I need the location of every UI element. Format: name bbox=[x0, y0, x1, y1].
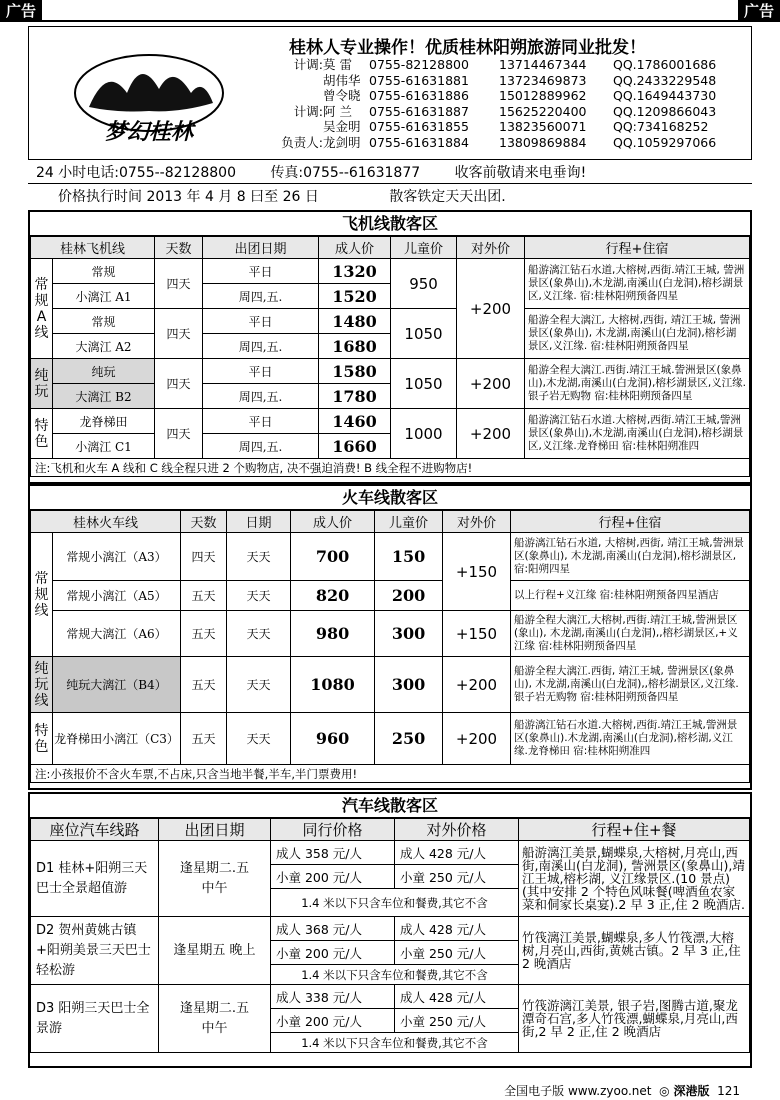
flight-note: 注:飞机和火车 A 线和 C 线全程只进 2 个购物店, 决不强迫消费! B 线全程不进购物店! bbox=[31, 459, 750, 477]
train-adult-price: 960 bbox=[291, 713, 375, 765]
flight-col-header: 对外价 bbox=[457, 237, 525, 259]
train-date: 天天 bbox=[227, 533, 291, 581]
flight-col-header: 出团日期 bbox=[203, 237, 319, 259]
contact-tel: 0755-61631881 bbox=[369, 72, 469, 88]
adult-price-weekday: 1480 bbox=[319, 309, 391, 334]
contact-name: 莫 雷 bbox=[323, 57, 352, 72]
bus-row bbox=[31, 841, 750, 865]
adult-price-weekend: 1660 bbox=[319, 434, 391, 459]
itinerary-desc: 船游全程大漓江, 大榕树,西街, 靖江王城, 訾洲景区(象鼻山), 木龙湖,南溪山(白龙洞),榕杉湖景区,义江缘. 宿:桂林阳朔预备四星 bbox=[525, 309, 750, 359]
train-itinerary-desc: 船游全程大漓江,大榕树,西街.靖江王城,訾洲景区(象山), 木龙湖,南溪山(白龙洞),,榕杉湖景区,+义江缘 宿:桂林阳朔预备四星 bbox=[511, 611, 750, 657]
flight-col-header: 天数 bbox=[155, 237, 203, 259]
flight-col-header: 桂林飞机线 bbox=[31, 237, 155, 259]
flight-row bbox=[31, 409, 750, 434]
train-adult-price: 700 bbox=[291, 533, 375, 581]
train-note: 注:小孩报价不含火车票,不占床,只含当地半餐,半车,半门票费用! bbox=[31, 765, 750, 783]
bus-child-note: 1.4 米以下只含车位和餐费,其它不含 bbox=[271, 965, 519, 985]
train-col-header: 儿童价 bbox=[375, 511, 443, 533]
train-table bbox=[30, 510, 750, 783]
train-group-label: 纯玩线 bbox=[31, 657, 53, 713]
bus-col-header: 同行价格 bbox=[271, 819, 395, 841]
weekday-label: 平日 bbox=[203, 309, 319, 334]
train-itinerary-desc: 船游全程大漓江.西街, 靖江王城, 訾洲景区(象鼻山), 木龙湖,南溪山(白龙洞),,榕杉湖景区,义江缘.银子岩无购物 宿:桂林阳朔预备四星 bbox=[511, 657, 750, 713]
page-number: 121 bbox=[717, 1084, 740, 1098]
train-days: 五天 bbox=[181, 611, 227, 657]
bus-itinerary-desc: 竹筏游漓江美景, 银子岩,图腾古道,聚龙潭奇石宫,多人竹筏漂,蝴蝶泉,月亮山,西街,2 早 2 正,住 2 晚酒店 bbox=[519, 985, 750, 1053]
route-days: 四天 bbox=[155, 309, 203, 359]
child-price: 950 bbox=[391, 259, 457, 309]
train-col-header: 成人价 bbox=[291, 511, 375, 533]
bus-child-trade: 小童 200 元/人 bbox=[271, 865, 395, 889]
train-col-header: 天数 bbox=[181, 511, 227, 533]
route-name-main: 龙脊梯田 bbox=[79, 414, 128, 429]
route-name-main: 常规 bbox=[91, 314, 116, 329]
train-col-header: 日期 bbox=[227, 511, 291, 533]
bus-row bbox=[31, 985, 750, 1009]
train-route-name: 常规大漓江（A6） bbox=[53, 611, 181, 657]
train-public-markup: +200 bbox=[443, 657, 511, 713]
flight-section bbox=[28, 210, 752, 484]
bus-child-public: 小童 250 元/人 bbox=[395, 1009, 519, 1033]
contact-name: 胡伟华 bbox=[323, 72, 361, 88]
contact-row bbox=[249, 135, 716, 151]
train-public-markup: +200 bbox=[443, 713, 511, 765]
train-date: 天天 bbox=[227, 581, 291, 611]
train-adult-price: 1080 bbox=[291, 657, 375, 713]
route-name bbox=[53, 359, 155, 384]
train-itinerary-desc: 船游漓江钻石水道, 大榕树,西街, 靖江王城,訾洲景区(象鼻山), 木龙湖,南溪山(白龙洞),榕杉湖景区, 宿:阳朔四星 bbox=[511, 533, 750, 581]
train-row bbox=[31, 657, 750, 713]
contact-list bbox=[249, 57, 716, 151]
top-bar bbox=[0, 0, 780, 22]
route-code: 大漓江 A2 bbox=[53, 334, 155, 359]
bus-section bbox=[28, 792, 752, 1068]
train-days: 五天 bbox=[181, 657, 227, 713]
public-markup: +200 bbox=[457, 259, 525, 359]
contact-mobile: 13714467344 bbox=[499, 57, 587, 72]
contact-qq: QQ.1059297066 bbox=[613, 134, 717, 150]
footer-edition: 深港版 bbox=[673, 1084, 710, 1098]
bus-itinerary-desc: 竹筏漓江美景,蝴蝶泉,多人竹筏漂,大榕树,月亮山,西街,黄姚古镇。2 早 3 正,住 2 晚酒店 bbox=[519, 917, 750, 985]
contact-qq: QQ.2433229548 bbox=[613, 72, 717, 88]
logo-text: 梦幻桂林 bbox=[104, 119, 194, 145]
inquiry-notice: 收客前敬请来电垂询! bbox=[454, 165, 587, 181]
train-group-label: 常规线 bbox=[31, 533, 53, 657]
bus-route-name: D3 阳朔三天巴士全景游 bbox=[31, 985, 159, 1053]
train-title: 火车线散客区 bbox=[30, 486, 750, 510]
weekday-label: 平日 bbox=[203, 359, 319, 384]
contact-label bbox=[249, 73, 323, 89]
train-row bbox=[31, 581, 750, 611]
contact-label: 计调: bbox=[293, 57, 323, 72]
weekday-label: 平日 bbox=[203, 259, 319, 284]
train-itinerary-desc: 船游漓江钻石水道.大榕树,西街.靖江王城,訾洲景区(象鼻山).木龙湖,南溪山(白龙洞),榕杉湖,义江缘.龙脊梯田 宿:桂林阳朔准四 bbox=[511, 713, 750, 765]
child-price: 1050 bbox=[391, 359, 457, 409]
bus-col-header: 行程+住+餐 bbox=[519, 819, 750, 841]
train-row bbox=[31, 533, 750, 581]
route-code: 小漓江 C1 bbox=[53, 434, 155, 459]
adult-price-weekday: 1460 bbox=[319, 409, 391, 434]
contact-mobile: 13809869884 bbox=[499, 134, 587, 150]
route-code: 大漓江 B2 bbox=[53, 384, 155, 409]
bus-child-public: 小童 250 元/人 bbox=[395, 865, 519, 889]
bus-col-header: 座位汽车线路 bbox=[31, 819, 159, 841]
weekend-label: 周四,五. bbox=[203, 334, 319, 359]
train-child-price: 150 bbox=[375, 533, 443, 581]
weekend-label: 周四,五. bbox=[203, 434, 319, 459]
hotline-24h: 24 小时电话:0755--82128800 bbox=[36, 165, 236, 181]
flight-title: 飞机线散客区 bbox=[30, 212, 750, 236]
train-itinerary-desc: 以上行程+义江缘 宿:桂林阳朔预备四星酒店 bbox=[511, 581, 750, 611]
bus-child-trade: 小童 200 元/人 bbox=[271, 941, 395, 965]
contact-tel: 0755-61631884 bbox=[369, 134, 469, 150]
bus-adult-public: 成人 428 元/人 bbox=[395, 917, 519, 941]
train-adult-price: 820 bbox=[291, 581, 375, 611]
train-route-name: 龙脊梯田小漓江（C3） bbox=[53, 713, 181, 765]
route-days: 四天 bbox=[155, 409, 203, 459]
flight-col-header: 成人价 bbox=[319, 237, 391, 259]
contact-name: 曾令晓 bbox=[323, 88, 361, 104]
contact-name: 吴金明 bbox=[323, 119, 361, 135]
flight-table bbox=[30, 236, 750, 477]
bus-title: 汽车线散客区 bbox=[30, 794, 750, 818]
train-col-header: 桂林火车线 bbox=[31, 511, 181, 533]
bus-col-header: 对外价格 bbox=[395, 819, 519, 841]
contact-row bbox=[249, 88, 716, 104]
slogan: 桂林人专业操作！优质桂林阳朔旅游同业批发！ bbox=[289, 38, 646, 58]
route-name bbox=[53, 309, 155, 334]
bus-child-note: 1.4 米以下只含车位和餐费,其它不含 bbox=[271, 889, 519, 917]
train-date: 天天 bbox=[227, 611, 291, 657]
contact-qq: QQ:734168252 bbox=[613, 119, 709, 135]
bus-child-trade: 小童 200 元/人 bbox=[271, 1009, 395, 1033]
adult-price-weekend: 1680 bbox=[319, 334, 391, 359]
contact-mobile: 13823560071 bbox=[499, 119, 587, 135]
adult-price-weekday: 1580 bbox=[319, 359, 391, 384]
train-adult-price: 980 bbox=[291, 611, 375, 657]
train-col-header: 对外价 bbox=[443, 511, 511, 533]
train-date: 天天 bbox=[227, 657, 291, 713]
contact-tel: 0755-61631886 bbox=[369, 88, 469, 104]
price-period bbox=[28, 186, 752, 208]
flight-group-label: 特色 bbox=[31, 409, 53, 459]
route-code: 小漓江 A1 bbox=[53, 284, 155, 309]
flight-col-header: 行程+住宿 bbox=[525, 237, 750, 259]
bus-depart-date: 逢星期二.五 中午 bbox=[159, 841, 271, 917]
train-child-price: 250 bbox=[375, 713, 443, 765]
weekend-label: 周四,五. bbox=[203, 284, 319, 309]
train-route-name: 常规小漓江（A3） bbox=[53, 533, 181, 581]
contact-name: 龙剑明 bbox=[323, 134, 361, 150]
contact-name: 阿 兰 bbox=[323, 103, 352, 119]
train-col-header: 行程+住宿 bbox=[511, 511, 750, 533]
public-markup: +200 bbox=[457, 359, 525, 409]
train-child-price: 300 bbox=[375, 657, 443, 713]
footer-site: 全国电子版 www.zyoo.net bbox=[504, 1084, 652, 1098]
route-name bbox=[53, 259, 155, 284]
contact-qq: QQ.1209866043 bbox=[613, 103, 717, 119]
flight-row bbox=[31, 359, 750, 384]
bus-itinerary-desc: 船游漓江美景,蝴蝶泉,大榕树,月亮山,西街,南溪山(白龙洞), 訾洲景区(象鼻山),靖江王城,榕杉湖, 义江缘景区.(10 景点)(其中安排 2 个特色风味餐(啤酒鱼农家菜和侗家长桌宴).2 早 3 正,住 2 晚酒店. bbox=[519, 841, 750, 917]
train-row bbox=[31, 611, 750, 657]
child-price: 1050 bbox=[391, 309, 457, 359]
flight-note-row bbox=[31, 459, 750, 477]
bus-adult-trade: 成人 368 元/人 bbox=[271, 917, 395, 941]
contact-tel: 0755-61631887 bbox=[369, 103, 469, 119]
contact-mobile: 15625220400 bbox=[499, 103, 587, 119]
train-days: 五天 bbox=[181, 713, 227, 765]
child-price: 1000 bbox=[391, 409, 457, 459]
bus-adult-public: 成人 428 元/人 bbox=[395, 841, 519, 865]
train-days: 五天 bbox=[181, 581, 227, 611]
contact-qq: QQ.1786001686 bbox=[613, 57, 717, 72]
bus-child-public: 小童 250 元/人 bbox=[395, 941, 519, 965]
ad-tag-right: 广告 bbox=[738, 0, 780, 22]
bus-row bbox=[31, 917, 750, 941]
contact-mobile: 15012889962 bbox=[499, 88, 587, 104]
bus-child-note: 1.4 米以下只含车位和餐费,其它不含 bbox=[271, 1033, 519, 1053]
agency-logo bbox=[69, 47, 229, 147]
contact-label bbox=[249, 88, 323, 104]
public-markup: +200 bbox=[457, 409, 525, 459]
bus-depart-date: 逢星期二.五 中午 bbox=[159, 985, 271, 1053]
contact-mobile: 13723469873 bbox=[499, 72, 587, 88]
itinerary-desc: 船游漓江钻石水道,大榕树,西街.靖江王城, 訾洲景区(象鼻山),木龙湖,南溪山(白龙洞),榕杉湖景区,义江缘. 宿:桂林阳朔预备四星 bbox=[525, 259, 750, 309]
edition-icon: ◎ bbox=[659, 1084, 670, 1098]
weekend-label: 周四,五. bbox=[203, 384, 319, 409]
train-note-row bbox=[31, 765, 750, 783]
train-route-name: 纯玩大漓江（B4） bbox=[53, 657, 181, 713]
page-footer bbox=[0, 1078, 780, 1100]
contact-label: 负责人: bbox=[281, 134, 323, 150]
price-dates: 价格执行时间 2013 年 4 月 8 曰至 26 日 bbox=[58, 189, 319, 205]
bus-adult-trade: 成人 338 元/人 bbox=[271, 985, 395, 1009]
ad-tag-left: 广告 bbox=[0, 0, 42, 22]
bus-table bbox=[30, 818, 750, 1053]
contact-label bbox=[249, 119, 323, 135]
route-name-main: 纯玩 bbox=[91, 364, 116, 379]
bus-col-header: 出团日期 bbox=[159, 819, 271, 841]
route-name-main: 常规 bbox=[91, 264, 116, 279]
contact-label: 计调: bbox=[293, 103, 323, 119]
train-days: 四天 bbox=[181, 533, 227, 581]
itinerary-desc: 船游全程大漓江.西街.靖江王城.訾洲景区(象鼻山),木龙湖,南溪山(白龙洞),榕杉湖景区,义江缘.银子岩无购物 宿:桂林阳朔预备四星 bbox=[525, 359, 750, 409]
flight-row bbox=[31, 259, 750, 284]
daily-tour-tip: 散客铁定天天出团. bbox=[389, 189, 506, 205]
contact-qq: QQ.1649443730 bbox=[613, 88, 717, 104]
route-days: 四天 bbox=[155, 359, 203, 409]
train-child-price: 300 bbox=[375, 611, 443, 657]
train-section bbox=[28, 484, 752, 790]
train-row bbox=[31, 713, 750, 765]
top-divider bbox=[40, 20, 740, 22]
contact-row bbox=[249, 119, 716, 135]
adult-price-weekend: 1780 bbox=[319, 384, 391, 409]
contact-tel: 0755-61631855 bbox=[369, 119, 469, 135]
contact-row bbox=[249, 73, 716, 89]
itinerary-desc: 船游漓江钻石水道.大榕树,西街.靖江王城,訾洲景区(象鼻山),木龙湖,南溪山(白龙洞),榕杉湖景区,义江缘.龙脊梯田 宿:桂林阳朔准四 bbox=[525, 409, 750, 459]
flight-row bbox=[31, 309, 750, 334]
train-route-name: 常规小漓江（A5） bbox=[53, 581, 181, 611]
bus-depart-date: 逢星期五 晚上 bbox=[159, 917, 271, 985]
train-public-markup: +150 bbox=[443, 611, 511, 657]
train-date: 天天 bbox=[227, 713, 291, 765]
flight-group-label: 纯玩 bbox=[31, 359, 53, 409]
contact-row bbox=[249, 57, 716, 73]
weekday-label: 平日 bbox=[203, 409, 319, 434]
bus-route-name: D1 桂林+阳朔三天巴士全景超值游 bbox=[31, 841, 159, 917]
contact-tel: 0755-82128800 bbox=[369, 57, 469, 72]
flight-group-label: 常规A线 bbox=[31, 259, 53, 359]
route-days: 四天 bbox=[155, 259, 203, 309]
route-name bbox=[53, 409, 155, 434]
adult-price-weekday: 1320 bbox=[319, 259, 391, 284]
bus-route-name: D2 贺州黄姚古镇+阳朔美景三天巴士轻松游 bbox=[31, 917, 159, 985]
bus-adult-trade: 成人 358 元/人 bbox=[271, 841, 395, 865]
contact-row bbox=[249, 104, 716, 120]
train-public-markup: +150 bbox=[443, 533, 511, 611]
flight-col-header: 儿童价 bbox=[391, 237, 457, 259]
fax-number: 传真:0755--61631877 bbox=[270, 165, 421, 181]
train-child-price: 200 bbox=[375, 581, 443, 611]
train-group-label: 特色 bbox=[31, 713, 53, 765]
bus-adult-public: 成人 428 元/人 bbox=[395, 985, 519, 1009]
hotline-bar bbox=[28, 162, 752, 184]
agency-header bbox=[28, 26, 752, 160]
adult-price-weekend: 1520 bbox=[319, 284, 391, 309]
